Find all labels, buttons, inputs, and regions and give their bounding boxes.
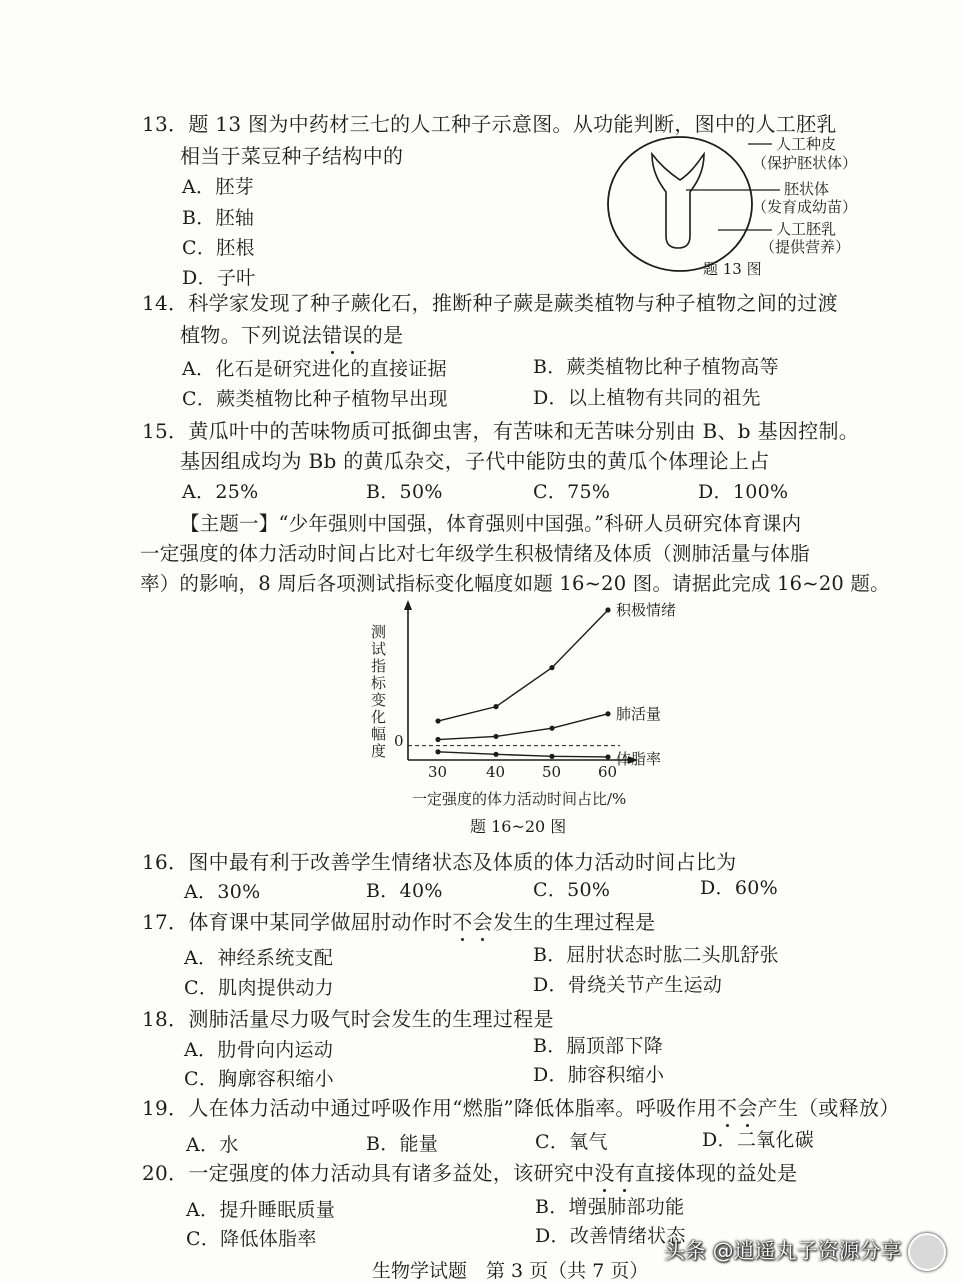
q14-line2-pre: 植物。下列说法 <box>180 323 323 347</box>
embryoid-shape <box>652 154 704 248</box>
q14-stem-line1: 14．科学家发现了种子蕨化石，推断种子蕨是蕨类植物与种子植物之间的过渡 <box>142 291 838 315</box>
label-seed-coat-note: （保护胚状体） <box>752 154 858 172</box>
x-tick-label: 40 <box>486 763 506 781</box>
q17-stem <box>142 906 655 935</box>
q20-emphasis-1: 没 <box>594 1157 614 1186</box>
q14-emphasis-1: 错 <box>322 319 342 348</box>
q17-post: 发生的生理过程是 <box>492 910 656 934</box>
q20-pre: 20．一定强度的体力活动具有诸多益处，该研究中 <box>142 1161 595 1185</box>
q15-option-c: C．75% <box>533 481 611 503</box>
q14-option-c: C．蕨类植物比种子植物早出现 <box>182 388 448 410</box>
q20-option-d: D．改善情绪状态 <box>535 1225 686 1247</box>
y-axis-label: 测试指标变化幅度 <box>369 624 387 760</box>
q20-option-a: A．提升睡眠质量 <box>186 1199 336 1221</box>
q13-option-a: A．胚芽 <box>182 176 254 198</box>
q17-pre: 17．体育课中某同学做屈肘动作时 <box>142 910 453 934</box>
q17-emphasis-1: 不 <box>452 906 472 935</box>
q18-option-b: B．膈顶部下降 <box>533 1035 664 1057</box>
data-point <box>493 734 498 739</box>
q19-emphasis-1: 不 <box>717 1092 737 1121</box>
data-point <box>493 752 498 757</box>
label-embryoid: 胚状体 <box>784 180 830 198</box>
q17-option-c: C．肌肉提供动力 <box>184 977 334 999</box>
x-axis-label: 一定强度的体力活动时间占比/% <box>412 790 627 808</box>
data-point <box>549 754 554 759</box>
watermark <box>664 1233 946 1271</box>
x-tick-label: 50 <box>542 763 562 781</box>
q13-option-c: C．胚根 <box>182 237 255 259</box>
q13-option-d: D．子叶 <box>182 267 256 289</box>
q17-option-d: D．骨绕关节产生运动 <box>533 974 723 996</box>
q19-option-a: A．水 <box>186 1134 239 1156</box>
q20-option-b: B．增强肺部功能 <box>535 1196 685 1218</box>
q13-stem-line1: 13．题 13 图为中药材三七的人工种子示意图。从功能判断，图中的人工胚乳 <box>142 112 837 136</box>
theme-line3: 率）的影响，8 周后各项测试指标变化幅度如题 16~20 图。请据此完成 16~20 题。 <box>140 572 890 595</box>
q15-option-a: A．25% <box>182 481 259 503</box>
avatar-icon <box>908 1233 946 1271</box>
line-chart <box>360 598 720 843</box>
series-line-3 <box>438 752 608 757</box>
artificial-seed-figure <box>600 132 900 284</box>
q14-option-d: D．以上植物有共同的祖先 <box>533 387 761 409</box>
data-point <box>549 665 554 670</box>
q19-pre: 19．人在体力活动中通过呼吸作用“燃脂”降低体脂率。呼吸作用 <box>142 1096 717 1120</box>
series-line-1 <box>438 610 608 721</box>
series-label: 积极情绪 <box>616 601 677 619</box>
zero-label: 0 <box>394 732 404 750</box>
label-embryoid-note: （发育成幼苗） <box>752 198 858 216</box>
label-endosperm-note: （提供营养） <box>760 238 851 256</box>
data-point <box>605 711 610 716</box>
q20-emphasis-2: 有 <box>615 1157 635 1186</box>
data-point <box>605 754 610 759</box>
q16-stem: 16．图中最有利于改善学生情绪状态及体质的体力活动时间占比为 <box>142 850 737 874</box>
q17-option-b: B．屈肘状态时肱二头肌舒张 <box>533 944 779 966</box>
q15-option-d: D．100% <box>698 481 789 503</box>
data-point <box>493 704 498 709</box>
y-axis-arrow <box>404 600 412 610</box>
q14-option-a: A．化石是研究进化的直接证据 <box>182 358 447 380</box>
q19-emphasis-2: 会 <box>737 1092 757 1121</box>
data-point <box>549 726 554 731</box>
q13-option-b: B．胚轴 <box>182 207 255 229</box>
q14-option-b: B．蕨类植物比种子植物高等 <box>533 356 779 378</box>
theme-line2: 一定强度的体力活动时间占比对七年级学生积极情绪及体质（测肺活量与体脂 <box>140 542 810 565</box>
series-label: 体脂率 <box>616 749 662 768</box>
q16-option-b: B．40% <box>366 880 443 902</box>
page-footer: 生物学试题 第 3 页（共 7 页） <box>372 1260 649 1282</box>
q15-stem-line1: 15．黄瓜叶中的苦味物质可抵御虫害，有苦味和无苦味分别由 B、b 基因控制。 <box>142 419 860 443</box>
chart-caption: 题 16~20 图 <box>470 817 567 836</box>
q13-stem-line2: 相当于菜豆种子结构中的 <box>180 144 404 168</box>
q19-stem <box>142 1092 900 1121</box>
q15-option-b: B．50% <box>366 481 443 503</box>
series-label: 肺活量 <box>616 704 662 723</box>
q16-option-d: D．60% <box>700 877 778 899</box>
q20-stem <box>142 1157 797 1186</box>
data-point <box>605 607 610 612</box>
data-point <box>435 737 440 742</box>
x-tick-label: 60 <box>598 763 618 781</box>
x-tick-label: 30 <box>428 763 448 781</box>
q20-post: 直接体现的益处是 <box>634 1161 798 1185</box>
data-point <box>435 718 440 723</box>
q16-option-c: C．50% <box>533 879 611 901</box>
label-seed-coat: 人工种皮 <box>776 135 837 153</box>
series-line-2 <box>438 714 608 740</box>
q19-option-b: B．能量 <box>366 1133 439 1155</box>
seed-coat-outline <box>608 137 752 271</box>
q19-option-d: D．二氧化碳 <box>702 1129 815 1151</box>
q18-stem: 18．测肺活量尽力吸气时会发生的生理过程是 <box>142 1007 554 1031</box>
q17-option-a: A．神经系统支配 <box>184 947 334 969</box>
q16-option-a: A．30% <box>184 881 261 903</box>
q15-stem-line2: 基因组成均为 Bb 的黄瓜杂交，子代中能防虫的黄瓜个体理论上占 <box>180 449 770 473</box>
q18-option-a: A．肋骨向内运动 <box>184 1039 334 1061</box>
q18-option-d: D．肺容积缩小 <box>533 1064 665 1086</box>
q17-emphasis-2: 会 <box>473 906 493 935</box>
q14-line2-post: 的是 <box>362 323 404 347</box>
q14-emphasis-2: 误 <box>342 319 362 348</box>
q14-stem-line2 <box>180 319 403 348</box>
q19-post: 产生（或释放） <box>757 1096 900 1120</box>
label-endosperm: 人工胚乳 <box>776 220 837 238</box>
figure13-caption: 题 13 图 <box>703 260 762 278</box>
data-point <box>435 749 440 754</box>
q19-option-c: C．氧气 <box>535 1131 608 1153</box>
watermark-text: 头条 @逍遥丸子资源分享 <box>664 1239 902 1263</box>
q20-option-c: C．降低体脂率 <box>186 1228 317 1250</box>
theme-line1: 【主题一】“少年强则中国强，体育强则中国强。”科研人员研究体育课内 <box>180 512 802 535</box>
q18-option-c: C．胸廓容积缩小 <box>184 1068 334 1090</box>
